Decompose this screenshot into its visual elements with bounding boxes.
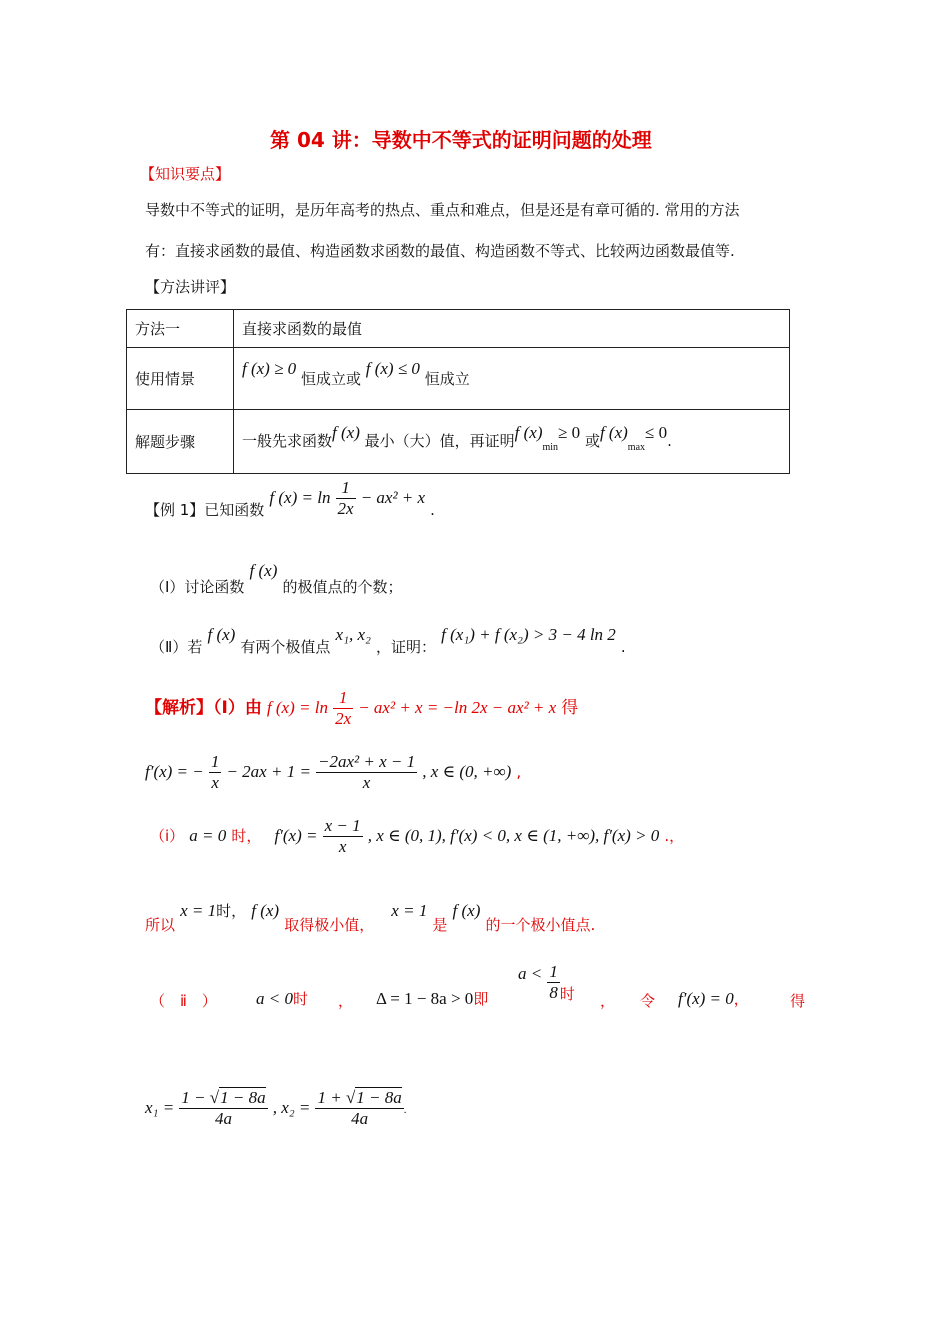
conclusion-text-3: 是 — [432, 916, 448, 934]
case-2-fraction — [547, 962, 560, 1003]
case-2-comma-3: ， — [733, 990, 749, 1008]
steps-value — [234, 410, 790, 474]
example-1-frac-num: 1 — [336, 478, 356, 499]
example-1-label: 【例 1】已知函数 — [145, 501, 265, 519]
steps-end: . — [667, 432, 672, 450]
intro-line-2: 有：直接求函数的最值、构造函数求函数的最值、构造函数不等式、比较两边函数最值等. — [145, 242, 735, 260]
case-2-num: 1 — [549, 962, 558, 981]
case-1-rest: , x ∈ (0, 1), f′(x) < 0, x ∈ (1, +∞), f′(x) > 0 — [367, 826, 660, 845]
derivative-lhs: f′(x) = − — [145, 762, 204, 781]
roots-den-2: 4a — [351, 1109, 369, 1128]
conclusion-expr-3: x = 1 — [391, 901, 428, 920]
steps-le0: ≤ 0 — [645, 423, 668, 442]
part-1-text: 的极值点的个数； — [282, 578, 403, 596]
roots-num-2-radicand: 1 − 8a — [356, 1088, 402, 1107]
case-2-shi-2: 时 — [559, 985, 575, 1003]
part-1-expr: f (x) — [249, 561, 278, 580]
usage-value — [234, 348, 790, 410]
usage-expr-ge: f (x) ≥ 0 — [242, 359, 297, 378]
page-title: 第 04 讲：导数中不等式的证明问题的处理 — [270, 128, 652, 152]
conclusion-text-2: 取得极小值， — [284, 916, 375, 934]
case-1-condition: a = 0 — [189, 826, 227, 845]
derivative-frac-2 — [316, 752, 417, 793]
solution-s1-num: 1 — [333, 688, 353, 709]
roots-num-2-prefix: 1 + — [317, 1088, 346, 1107]
conclusion-expr-2: f (x) — [251, 901, 280, 920]
derivative-num-2: −2ax² + x − 1 — [318, 752, 416, 771]
solution-s1-fraction — [333, 688, 353, 729]
case-2-shi-1: 时 — [292, 990, 308, 1008]
solution-s1-den: 2x — [335, 709, 352, 728]
conclusion-text-1: 所以 — [145, 916, 176, 934]
example-1-statement — [145, 478, 435, 519]
roots-den-1: 4a — [214, 1109, 232, 1128]
conclusion-expr-1: x = 1 — [180, 901, 217, 920]
conclusion-text-4: 的一个极小值点. — [485, 916, 596, 934]
conclusion-shi: 时， — [216, 902, 247, 920]
example-1-func-lhs: f (x) = ln — [269, 488, 331, 507]
steps-label: 解题步骤 — [127, 410, 234, 474]
example-1-part-1 — [150, 560, 403, 596]
case-2-a: a < — [518, 964, 543, 983]
steps-sub-min: min — [542, 442, 559, 453]
section-method-heading: 【方法讲评】 — [145, 278, 236, 296]
steps-sub-max: max — [627, 442, 646, 453]
derivative-line — [145, 752, 521, 793]
conclusion-line — [145, 900, 596, 934]
steps-text-2: 最小（大）值，再证明 — [364, 432, 515, 450]
solution-s1-rhs: − ax² + x = −ln 2x − ax² + x — [358, 698, 557, 717]
case-2-comma-1: ， — [338, 992, 354, 1010]
case-2-equation — [678, 988, 749, 1009]
usage-label: 使用情景 — [127, 348, 234, 410]
method-label: 方法一 — [127, 310, 234, 348]
roots-separator: , x₂ = — [272, 1098, 311, 1117]
example-1-fraction — [336, 478, 356, 519]
case-2-cond-1 — [256, 988, 308, 1009]
part-2-label: （Ⅱ）若 — [150, 638, 203, 656]
example-1-frac-den: 2x — [337, 499, 354, 518]
case-2-label: （ ⅱ ） — [150, 992, 217, 1010]
roots-fraction-1 — [179, 1088, 267, 1129]
case-2-cond-1-expr: a < 0 — [256, 989, 293, 1008]
derivative-mid: − 2ax + 1 = — [226, 762, 311, 781]
case-1-label: （ⅰ） — [150, 827, 185, 845]
roots-fraction-2 — [315, 1088, 403, 1129]
steps-ge0: ≥ 0 — [558, 423, 581, 442]
solution-s1-end: 得 — [561, 698, 579, 718]
case-2-den: 8 — [549, 983, 558, 1002]
steps-expr-2: f (x) — [514, 423, 543, 442]
usage-text-1: 恒成立或 — [300, 370, 361, 388]
usage-text-2: 恒成立 — [424, 370, 470, 388]
example-1-end: . — [430, 501, 435, 519]
case-1-num: x − 1 — [324, 816, 361, 835]
conclusion-expr-4: f (x) — [452, 901, 481, 920]
part-2-end: . — [620, 638, 626, 656]
solution-line-1 — [145, 688, 578, 729]
roots-x1: x₁ = — [145, 1098, 175, 1117]
roots-line — [145, 1088, 407, 1129]
case-1-fraction — [323, 816, 363, 857]
case-2-a-frac — [518, 962, 575, 1003]
derivative-den-2: x — [362, 773, 371, 792]
case-2-ling: 令 — [640, 992, 656, 1010]
part-2-inequality: f (x₁) + f (x₂) > 3 − 4 ln 2 — [441, 625, 616, 644]
usage-expr-le: f (x) ≤ 0 — [365, 359, 420, 378]
case-1-shi: 时， — [231, 827, 262, 845]
case-1-end: .， — [664, 827, 685, 845]
method-table — [126, 309, 790, 474]
steps-expr-3: f (x) — [599, 423, 628, 442]
roots-end: . — [403, 1104, 407, 1116]
derivative-domain: , x ∈ (0, +∞) — [422, 762, 512, 781]
roots-num-2: 1 + √1 − 8a — [317, 1088, 402, 1107]
derivative-frac-1 — [209, 752, 222, 793]
case-1-den: x — [338, 837, 347, 856]
part-2-text-1: 有两个极值点 — [240, 638, 331, 656]
case-2-delta — [376, 988, 488, 1009]
roots-num-1-prefix: 1 − — [181, 1088, 210, 1107]
derivative-den-1: x — [211, 773, 219, 792]
roots-num-1: 1 − √1 − 8a — [181, 1088, 266, 1107]
method-value: 直接求函数的最值 — [234, 310, 790, 348]
case-2-de: 得 — [790, 992, 806, 1010]
solution-label: 【解析】（Ⅰ）由 — [145, 698, 262, 718]
method-row-2 — [127, 348, 790, 410]
method-row-1 — [127, 310, 790, 348]
steps-expr-1: f (x) — [332, 423, 360, 442]
example-1-func-rhs: − ax² + x — [360, 488, 426, 507]
steps-text-1: 一般先求函数 — [242, 432, 333, 450]
case-1-lhs: f′(x) = — [274, 826, 318, 845]
derivative-end: , — [516, 763, 522, 781]
steps-text-3: 或 — [584, 432, 600, 450]
method-row-3 — [127, 410, 790, 474]
case-2-comma-2: ， — [600, 992, 616, 1010]
part-2-vars: x₁, x₂ — [335, 625, 371, 644]
part-1-label: （Ⅰ）讨论函数 — [150, 578, 245, 596]
example-1-part-2 — [150, 624, 626, 656]
case-2-delta-expr: Δ = 1 − 8a > 0 — [376, 989, 474, 1008]
case-2-ji: 即 — [473, 990, 489, 1008]
case-1-line — [150, 816, 684, 857]
part-2-text-2: ，证明： — [376, 638, 437, 656]
solution-s1-lhs: f (x) = ln — [266, 698, 328, 717]
roots-num-1-radicand: 1 − 8a — [220, 1088, 266, 1107]
intro-line-1: 导数中不等式的证明，是历年高考的热点、重点和难点，但是还是有章可循的. 常用的方法 — [145, 201, 740, 219]
case-2-eq: f′(x) = 0 — [678, 989, 734, 1008]
section-knowledge-heading: 【知识要点】 — [140, 165, 231, 183]
part-2-expr: f (x) — [207, 625, 236, 644]
derivative-num-1: 1 — [210, 752, 220, 771]
